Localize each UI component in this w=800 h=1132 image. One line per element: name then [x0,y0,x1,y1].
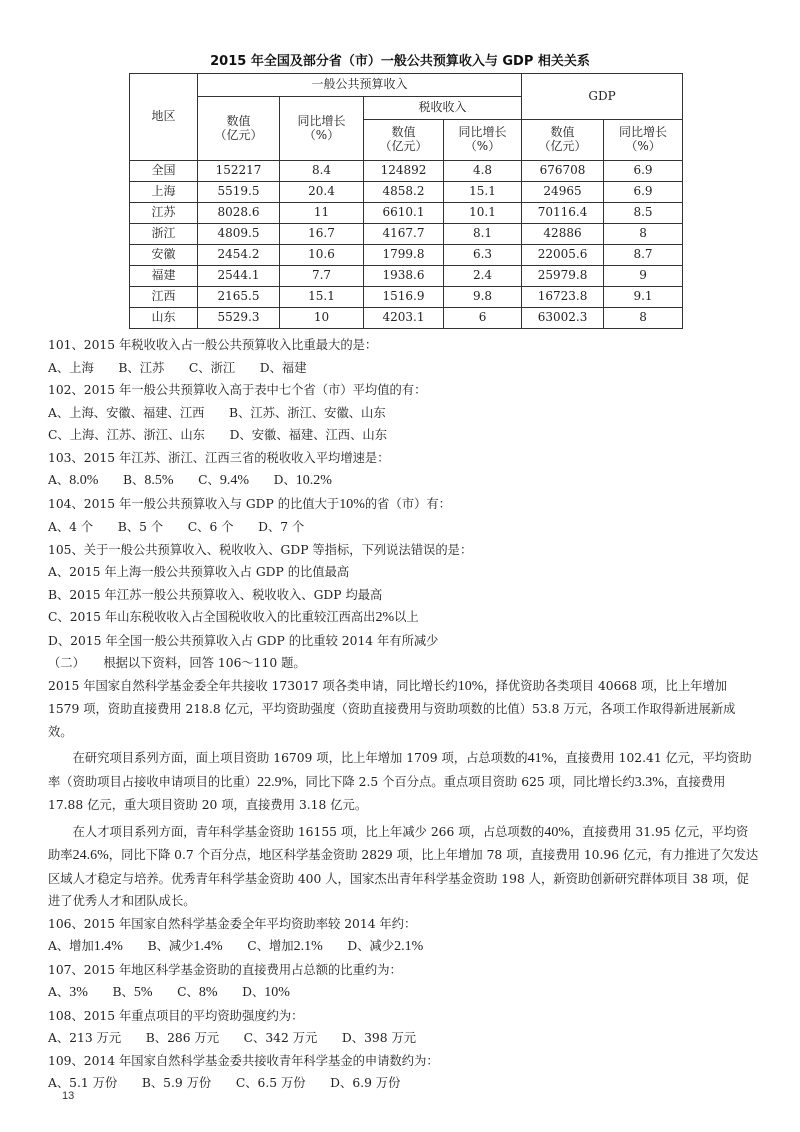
cell-gdp: 676708 [522,161,604,182]
data-table [129,73,683,329]
cell-budget: 5529.3 [198,308,280,329]
table-row [130,308,683,329]
cell-tax-yoy: 2.4 [444,266,522,287]
table-row [130,224,683,245]
cell-region: 浙江 [130,224,198,245]
material-paragraph-1: 2015 年国家自然科学基金委全年共接收 173017 项各类申请，同比增长约10%，择优资助各类项目 40668 项，比上年增加 1579 项，资助直接费用 218.8 亿元，平均资助强度（资助直接费用与资助项数的比值）53.8 万元，各项工作取得新进展新成效。 [48,678,736,739]
q105-option-d: D、2015 年全国一般公共预算收入占 GDP 的比重较 2014 年有所减少 [48,633,439,648]
cell-gdp: 63002.3 [522,308,604,329]
q101-stem: 101、2015 年税收收入占一般公共预算收入比重最大的是： [48,338,378,352]
cell-tax-yoy: 15.1 [444,182,522,203]
material-paragraph-2: 在研究项目系列方面，面上项目资助 16709 项，比上年增加 1709 项，占总项数的41%，直接费用 102.41 亿元，平均资助率（资助项目占接收申请项目的比重）22.9%，同比下降 2.5 个百分点。重点项目资助 625 项，同比增长约3.3%，直接费用 17.88 亿元，重大项目资助 20 项，直接费用 3.18 亿元。 [48,751,752,812]
cell-tax-yoy: 8.1 [444,224,522,245]
cell-tax: 1799.8 [364,245,444,266]
q103-stem: 103、2015 年江苏、浙江、江西三省的税收收入平均增速是： [48,450,390,465]
cell-tax-yoy: 4.8 [444,161,522,182]
cell-tax: 1938.6 [364,266,444,287]
header-gdp-yoy: 同比增长 （%） [604,120,683,161]
header-region: 地区 [130,74,198,161]
header-gdp-group: GDP [522,74,683,120]
cell-budget: 152217 [198,161,280,182]
cell-gdp-yoy: 8.5 [604,203,683,224]
cell-budget: 8028.6 [198,203,280,224]
question-text [48,334,760,1095]
cell-tax: 4858.2 [364,182,444,203]
cell-budget-yoy: 20.4 [280,182,364,203]
cell-region: 山东 [130,308,198,329]
q105-stem: 105、关于一般公共预算收入、税收收入、GDP 等指标，下列说法错误的是： [48,542,473,557]
header-tax-group: 税收收入 [364,97,522,120]
table-row [130,161,683,182]
header-budget-yoy: 同比增长 （%） [280,97,364,161]
table-row [130,203,683,224]
q105-option-c: C、2015 年山东税收收入占全国税收收入的比重较江西高出2%以上 [48,610,419,625]
cell-gdp: 42886 [522,224,604,245]
cell-budget: 4809.5 [198,224,280,245]
cell-budget: 2454.2 [198,245,280,266]
material-paragraph-3: 在人才项目系列方面，青年科学基金资助 16155 项，比上年减少 266 项，占总项数的40%，直接费用 31.95 亿元，平均资助率24.6%，同比下降 0.7 个百分点，地区科学基金资助 2829 项，比上年增加 78 项，直接费用 10.96 亿元，有力推进了欠发达区域人才稳定与培养。优秀青年科学基金资助 400 人，国家杰出青年科学基金资助 198 人，新资助创新研究群体项目 38 项，促进了优秀人才和团队成长。 [48,824,759,908]
q101-options: A、上海 B、江苏 C、浙江 D、福建 [48,360,307,375]
cell-tax: 6610.1 [364,203,444,224]
cell-budget-yoy: 11 [280,203,364,224]
cell-budget-yoy: 10.6 [280,245,364,266]
cell-tax-yoy: 9.8 [444,287,522,308]
cell-tax-yoy: 6.3 [444,245,522,266]
cell-tax: 4167.7 [364,224,444,245]
q107-options: A、3% B、5% C、8% D、10% [48,985,290,1000]
cell-gdp-yoy: 8 [604,224,683,245]
cell-budget-yoy: 7.7 [280,266,364,287]
cell-tax-yoy: 6 [444,308,522,329]
cell-gdp: 25979.8 [522,266,604,287]
q107-stem: 107、2015 年地区科学基金资助的直接费用占总额的比重约为： [48,962,402,977]
cell-region: 福建 [130,266,198,287]
q102-options-1: A、上海、安徽、福建、江西 B、江苏、浙江、安徽、山东 [48,405,386,420]
q102-options-2: C、上海、江苏、浙江、山东 D、安徽、福建、江西、山东 [48,428,387,442]
table-title: 2015 年全国及部分省（市）一般公共预算收入与 GDP 相关关系 [210,54,590,69]
cell-budget: 5519.5 [198,182,280,203]
header-gdp-value: 数值 （亿元） [522,120,604,161]
q109-stem: 109、2014 年国家自然科学基金委共接收青年科学基金的申请数约为： [48,1053,439,1068]
cell-gdp: 70116.4 [522,203,604,224]
q109-options: A、5.1 万份 B、5.9 万份 C、6.5 万份 D、6.9 万份 [48,1076,401,1090]
cell-budget-yoy: 8.4 [280,161,364,182]
cell-tax: 124892 [364,161,444,182]
cell-budget-yoy: 15.1 [280,287,364,308]
table-row [130,287,683,308]
cell-budget: 2544.1 [198,266,280,287]
cell-region: 江苏 [130,203,198,224]
cell-gdp-yoy: 8.7 [604,245,683,266]
header-tax-yoy: 同比增长 （%） [444,120,522,161]
q108-options: A、213 万元 B、286 万元 C、342 万元 D、398 万元 [48,1031,417,1045]
cell-gdp: 16723.8 [522,287,604,308]
cell-budget: 2165.5 [198,287,280,308]
section-heading: （二） 根据以下资料，回答 106～110 题。 [48,656,306,670]
table-row [130,245,683,266]
cell-budget-yoy: 16.7 [280,224,364,245]
cell-gdp-yoy: 6.9 [604,161,683,182]
page-number: 13 [62,1090,75,1102]
q102-stem: 102、2015 年一般公共预算收入高于表中七个省（市）平均值的有： [48,383,427,397]
q106-stem: 106、2015 年国家自然科学基金委全年平均资助率较 2014 年约： [48,916,417,931]
cell-region: 全国 [130,161,198,182]
q106-options: A、增加1.4% B、减少1.4% C、增加2.1% D、减少2.1% [48,939,424,954]
cell-gdp: 22005.6 [522,245,604,266]
cell-region: 上海 [130,182,198,203]
q104-stem: 104、2015 年一般公共预算收入与 GDP 的比值大于10%的省（市）有： [48,496,451,512]
cell-tax-yoy: 10.1 [444,203,522,224]
cell-gdp-yoy: 8 [604,308,683,329]
cell-budget-yoy: 10 [280,308,364,329]
cell-tax: 1516.9 [364,287,444,308]
q105-option-a: A、2015 年上海一般公共预算收入占 GDP 的比值最高 [48,565,350,579]
table-row [130,182,683,203]
cell-gdp-yoy: 9.1 [604,287,683,308]
cell-gdp-yoy: 9 [604,266,683,287]
cell-region: 安徽 [130,245,198,266]
q104-options: A、4 个 B、5 个 C、6 个 D、7 个 [48,520,305,534]
cell-tax: 4203.1 [364,308,444,329]
header-budget-value: 数值 （亿元） [198,97,280,161]
header-budget-group: 一般公共预算收入 [198,74,522,97]
cell-gdp: 24965 [522,182,604,203]
cell-region: 江西 [130,287,198,308]
header-tax-value: 数值 （亿元） [364,120,444,161]
cell-gdp-yoy: 6.9 [604,182,683,203]
q105-option-b: B、2015 年江苏一般公共预算收入、税收收入、GDP 均最高 [48,587,383,602]
q108-stem: 108、2015 年重点项目的平均资助强度约为： [48,1008,304,1023]
q103-options: A、8.0% B、8.5% C、9.4% D、10.2% [48,473,332,488]
table-row [130,266,683,287]
